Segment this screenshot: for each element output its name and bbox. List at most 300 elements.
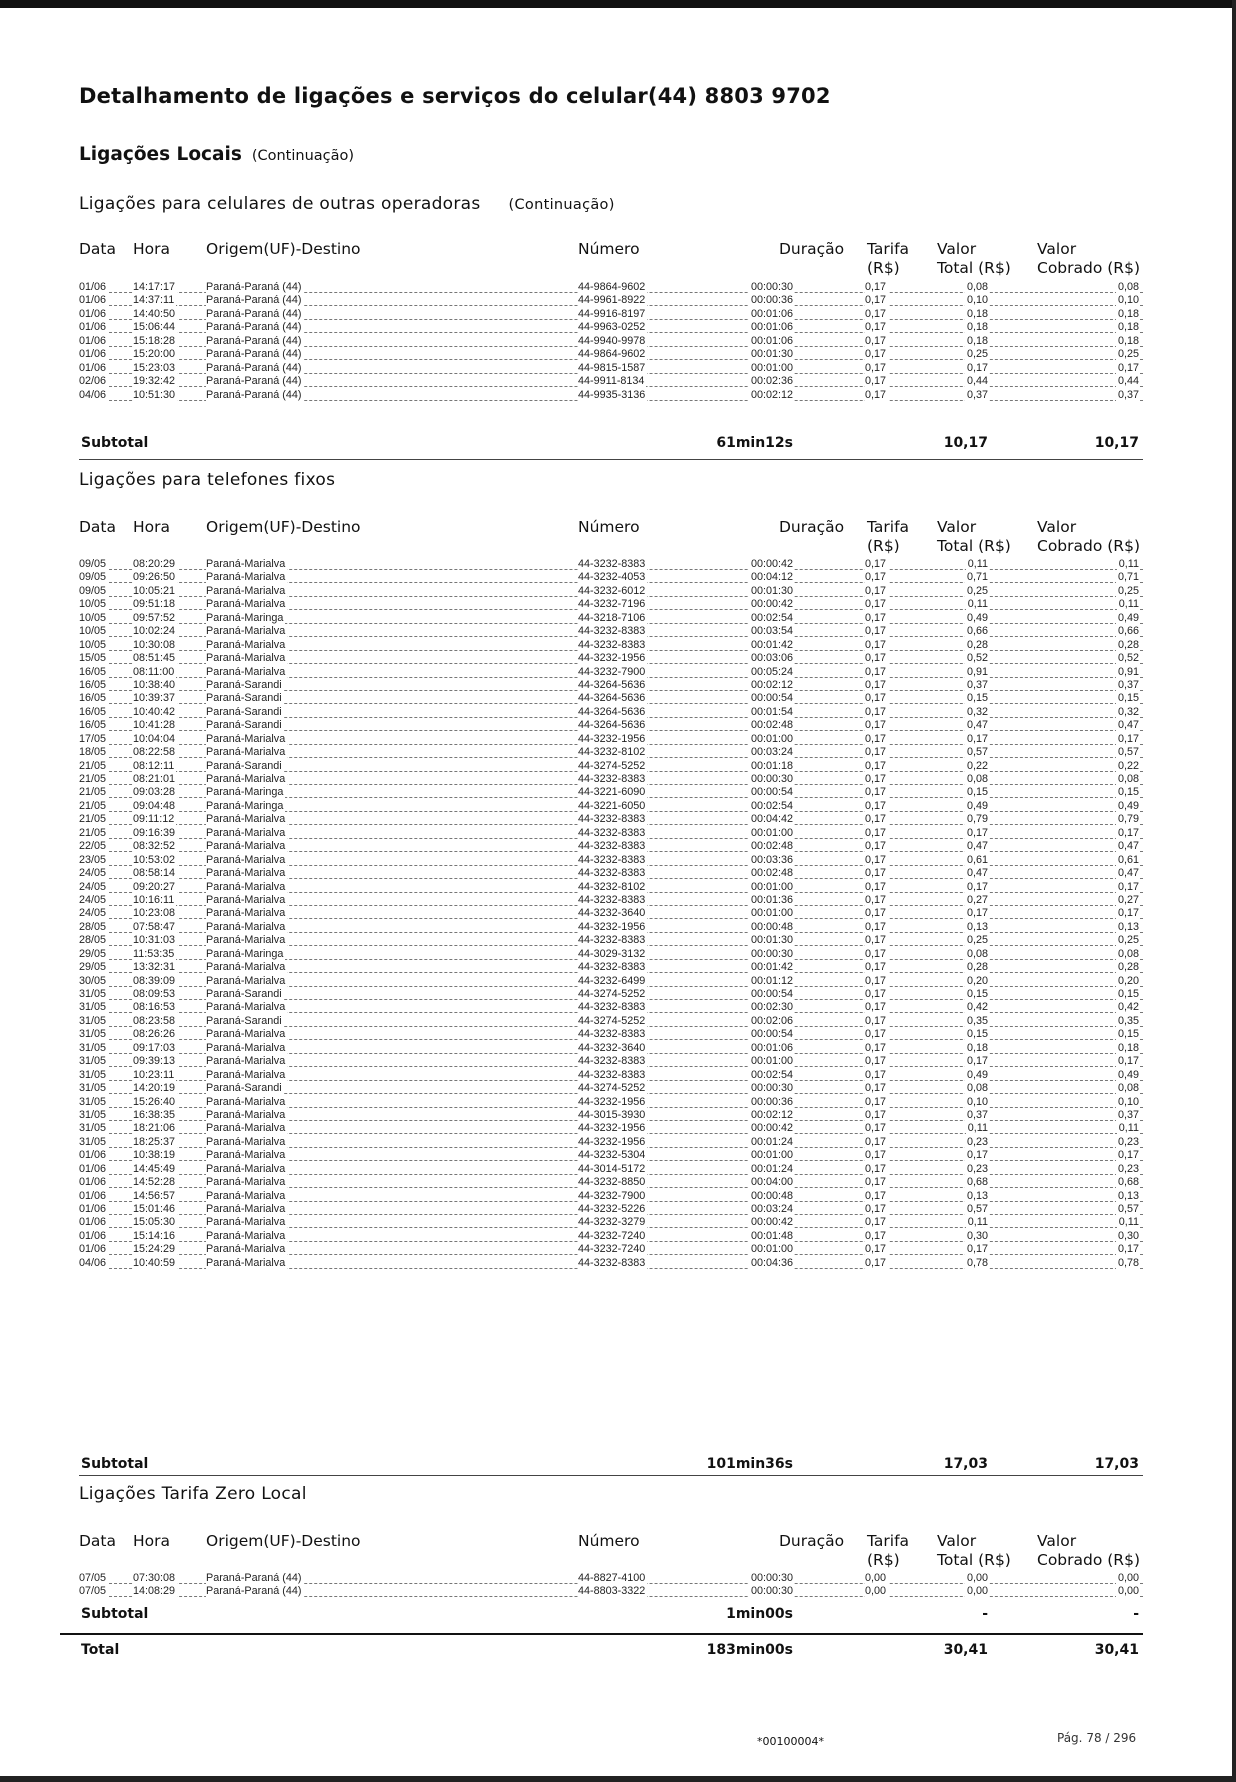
- call-duration: 00:04:00: [750, 1176, 793, 1189]
- call-tarifa: 0,17: [865, 773, 887, 785]
- call-tarifa: 0,17: [865, 974, 887, 987]
- call-valor-total: 0,37: [966, 678, 988, 691]
- call-valor-cobrado: 0,00: [1117, 1572, 1139, 1584]
- group-title-tarifa-zero: [79, 1484, 307, 1504]
- call-valor-cobrado: 0,08: [1117, 773, 1139, 785]
- call-valor-total: 0,68: [966, 1176, 988, 1189]
- table-row: [79, 308, 1143, 321]
- call-origin: Paraná-Paraná (44): [206, 307, 302, 320]
- call-origin: Paraná-Sarandi: [206, 705, 282, 718]
- call-valor-cobrado: 0,08: [1117, 947, 1139, 960]
- call-valor-cobrado: 0,13: [1117, 1189, 1139, 1202]
- table-row: [79, 840, 1143, 853]
- call-date: 30/05: [79, 974, 107, 987]
- subtotal-valor-total: 10,17: [943, 435, 988, 451]
- call-time: 09:04:48: [133, 799, 176, 812]
- call-date: 17/05: [79, 732, 107, 745]
- call-tarifa: 0,17: [865, 611, 887, 624]
- scan-border-right: [1232, 0, 1236, 1782]
- call-number: 44-9961-8922: [578, 294, 646, 307]
- call-valor-cobrado: 0,17: [1117, 880, 1139, 893]
- call-origin: Paraná-Marialva: [206, 1149, 286, 1162]
- call-time: 10:16:11: [133, 893, 175, 906]
- call-duration: 00:00:30: [750, 947, 793, 960]
- call-tarifa: 0,17: [865, 1176, 887, 1189]
- call-table: [79, 281, 1143, 402]
- call-number: 44-3264-5636: [578, 678, 646, 691]
- header-valor-cobrado: Valor: [1037, 1532, 1077, 1550]
- call-tarifa: 0,17: [865, 893, 887, 906]
- call-date: 24/05: [79, 907, 107, 920]
- call-number: 44-9963-0252: [578, 321, 646, 334]
- call-tarifa: 0,17: [865, 880, 887, 893]
- call-valor-cobrado: 0,15: [1117, 988, 1139, 1000]
- call-valor-cobrado: 0,15: [1117, 786, 1139, 799]
- page-number: [1057, 1731, 1136, 1745]
- group-title-fixos: [79, 470, 335, 490]
- call-origin: Paraná-Paraná (44): [206, 375, 302, 388]
- call-date: 21/05: [79, 773, 107, 785]
- call-origin: Paraná-Maringa: [206, 611, 284, 624]
- call-origin: Paraná-Marialva: [206, 1243, 286, 1256]
- call-valor-cobrado: 0,61: [1117, 853, 1139, 866]
- call-valor-total: 0,25: [966, 934, 988, 947]
- table-row: [79, 988, 1143, 1001]
- call-valor-total: 0,11: [967, 598, 988, 611]
- call-date: 18/05: [79, 746, 107, 759]
- call-valor-total: 0,44: [966, 375, 988, 388]
- call-number: 44-3232-6499: [578, 974, 646, 987]
- call-valor-cobrado: 0,11: [1118, 598, 1139, 611]
- call-number: 44-3232-8383: [578, 638, 646, 651]
- call-tarifa: 0,17: [865, 947, 887, 960]
- call-date: 21/05: [79, 799, 107, 812]
- call-duration: 00:00:54: [750, 1028, 793, 1041]
- call-duration: 00:00:30: [750, 1082, 793, 1095]
- call-origin: Paraná-Marialva: [206, 920, 286, 933]
- call-date: 01/06: [79, 1243, 107, 1256]
- call-time: 15:24:29: [133, 1243, 176, 1256]
- call-time: 15:26:40: [133, 1095, 176, 1108]
- call-time: 08:21:01: [133, 773, 176, 785]
- call-time: 08:09:53: [133, 988, 176, 1000]
- call-date: 21/05: [79, 786, 107, 799]
- call-valor-cobrado: 0,15: [1117, 1028, 1139, 1041]
- call-number: 44-9916-8197: [578, 307, 646, 320]
- call-tarifa: 0,17: [865, 1095, 887, 1108]
- header-valor-total: Valor: [937, 518, 977, 536]
- header-valor-total: Valor: [937, 240, 977, 258]
- call-tarifa: 0,17: [865, 1216, 887, 1229]
- call-date: 31/05: [79, 1095, 107, 1108]
- call-duration: 00:01:00: [750, 907, 793, 920]
- call-tarifa: 0,17: [865, 388, 887, 401]
- call-number: 44-3232-8383: [578, 826, 646, 839]
- call-time: 14:52:28: [133, 1176, 176, 1189]
- call-tarifa: 0,17: [865, 1055, 887, 1068]
- call-table: [79, 1572, 1143, 1599]
- call-duration: 00:01:42: [750, 638, 793, 651]
- table-row: [79, 1136, 1143, 1149]
- call-number: 44-3274-5252: [578, 988, 646, 1000]
- header-numero: Número: [578, 240, 640, 258]
- subtotal-row: [79, 1606, 1143, 1626]
- call-origin: Paraná-Paraná (44): [206, 388, 302, 401]
- table-row: [79, 894, 1143, 907]
- call-tarifa: 0,17: [865, 1149, 887, 1162]
- call-number: 44-3232-8383: [578, 1001, 646, 1014]
- call-time: 14:37:11: [133, 294, 175, 307]
- call-tarifa: 0,17: [865, 1243, 887, 1256]
- call-valor-cobrado: 0,28: [1117, 961, 1139, 974]
- call-duration: 00:01:00: [750, 826, 793, 839]
- call-valor-total: 0,13: [966, 920, 988, 933]
- call-date: 31/05: [79, 1135, 107, 1148]
- call-tarifa: 0,17: [865, 1108, 887, 1121]
- call-duration: 00:00:54: [750, 988, 793, 1000]
- header-hora: Hora: [133, 1532, 171, 1550]
- call-date: 01/06: [79, 1189, 107, 1202]
- call-tarifa: 0,17: [865, 1122, 887, 1135]
- table-row: [79, 362, 1143, 375]
- call-duration: 00:00:42: [750, 1216, 793, 1229]
- call-date: 16/05: [79, 665, 107, 678]
- call-date: 01/06: [79, 1149, 107, 1162]
- call-time: 09:51:18: [133, 598, 176, 611]
- call-origin: Paraná-Marialva: [206, 1229, 286, 1242]
- call-valor-cobrado: 0,11: [1118, 1216, 1139, 1229]
- call-date: 04/06: [79, 1256, 107, 1269]
- call-time: 10:40:42: [133, 705, 176, 718]
- call-time: 10:38:40: [133, 678, 176, 691]
- call-date: 31/05: [79, 988, 107, 1000]
- call-valor-total: 0,32: [966, 705, 988, 718]
- call-tarifa: 0,17: [865, 571, 887, 584]
- table-row: [79, 1122, 1143, 1135]
- table-row: [79, 1572, 1143, 1585]
- table-row: [79, 1042, 1143, 1055]
- call-tarifa: 0,17: [865, 598, 887, 611]
- call-date: 31/05: [79, 1041, 107, 1054]
- call-number: 44-9864-9602: [578, 281, 646, 293]
- call-duration: 00:01:00: [750, 1055, 793, 1068]
- call-origin: Paraná-Paraná (44): [206, 294, 302, 307]
- call-origin: Paraná-Marialva: [206, 773, 286, 785]
- section-label: Ligações Locais: [79, 144, 242, 165]
- call-valor-cobrado: 0,78: [1117, 1256, 1139, 1269]
- call-date: 09/05: [79, 571, 107, 584]
- column-header: [79, 518, 1143, 558]
- call-duration: 00:03:06: [750, 652, 793, 665]
- call-time: 15:05:30: [133, 1216, 176, 1229]
- call-number: 44-3232-8383: [578, 934, 646, 947]
- call-number: 44-3232-7240: [578, 1229, 646, 1242]
- call-time: 10:02:24: [133, 625, 176, 638]
- call-number: 44-3264-5636: [578, 692, 646, 705]
- call-number: 44-3232-1956: [578, 652, 646, 665]
- subtotal-valor-total: 17,03: [943, 1456, 988, 1472]
- subtotal-duration: 61min12s: [716, 435, 793, 451]
- call-tarifa: 0,17: [865, 826, 887, 839]
- call-tarifa: 0,17: [865, 348, 887, 361]
- call-duration: 00:03:36: [750, 853, 793, 866]
- call-number: 44-9815-1587: [578, 361, 646, 374]
- call-valor-cobrado: 0,91: [1117, 665, 1139, 678]
- call-origin: Paraná-Marialva: [206, 867, 286, 880]
- call-time: 10:23:08: [133, 907, 176, 920]
- call-number: 44-3232-1956: [578, 1122, 646, 1135]
- call-valor-total: 0,71: [966, 571, 988, 584]
- call-valor-cobrado: 0,18: [1117, 307, 1139, 320]
- group-title-text: Ligações para celulares de outras operadoras: [79, 194, 481, 214]
- call-origin: Paraná-Marialva: [206, 1108, 286, 1121]
- call-date: 31/05: [79, 1028, 107, 1041]
- call-time: 08:51:45: [133, 652, 176, 665]
- call-date: 09/05: [79, 584, 107, 597]
- call-tarifa: 0,17: [865, 375, 887, 388]
- call-origin: Paraná-Marialva: [206, 1162, 286, 1175]
- call-tarifa: 0,17: [865, 1256, 887, 1269]
- call-number: 44-9935-3136: [578, 388, 646, 401]
- call-tarifa: 0,17: [865, 1135, 887, 1148]
- table-row: [79, 854, 1143, 867]
- call-time: 09:26:50: [133, 571, 176, 584]
- call-number: 44-3232-8383: [578, 625, 646, 638]
- table-row: [79, 733, 1143, 746]
- call-number: 44-3232-8383: [578, 558, 646, 570]
- header-tarifa-unit: (R$): [867, 259, 900, 277]
- call-tarifa: 0,17: [865, 334, 887, 347]
- call-time: 10:53:02: [133, 853, 176, 866]
- call-tarifa: 0,17: [865, 799, 887, 812]
- table-row: [79, 1585, 1143, 1598]
- page-label: Pág.: [1057, 1731, 1083, 1745]
- call-time: 19:32:42: [133, 375, 176, 388]
- call-time: 10:41:28: [133, 719, 176, 732]
- call-valor-total: 0,10: [966, 294, 988, 307]
- table-row: [79, 746, 1143, 759]
- call-time: 08:16:53: [133, 1001, 176, 1014]
- call-origin: Paraná-Marialva: [206, 974, 286, 987]
- call-date: 24/05: [79, 880, 107, 893]
- call-tarifa: 0,17: [865, 1041, 887, 1054]
- call-valor-cobrado: 0,17: [1117, 1243, 1139, 1256]
- call-date: 07/05: [79, 1585, 107, 1598]
- call-number: 44-3232-8383: [578, 867, 646, 880]
- call-time: 09:16:39: [133, 826, 176, 839]
- call-origin: Paraná-Marialva: [206, 1216, 286, 1229]
- call-valor-cobrado: 0,28: [1117, 638, 1139, 651]
- call-valor-total: 0,08: [966, 281, 988, 293]
- table-row: [79, 1176, 1143, 1189]
- call-valor-total: 0,57: [966, 1203, 988, 1215]
- call-date: 21/05: [79, 813, 107, 826]
- call-valor-cobrado: 0,44: [1117, 375, 1139, 388]
- call-duration: 00:02:48: [750, 867, 793, 880]
- call-valor-total: 0,79: [966, 813, 988, 826]
- call-number: 44-3232-8850: [578, 1176, 646, 1189]
- table-row: [79, 1163, 1143, 1176]
- call-tarifa: 0,00: [865, 1585, 887, 1598]
- call-valor-total: 0,47: [966, 840, 988, 853]
- call-time: 14:08:29: [133, 1585, 176, 1598]
- call-valor-total: 0,08: [966, 773, 988, 785]
- call-valor-cobrado: 0,37: [1117, 388, 1139, 401]
- call-duration: 00:03:24: [750, 1203, 793, 1215]
- call-valor-total: 0,23: [966, 1162, 988, 1175]
- call-duration: 00:01:00: [750, 1149, 793, 1162]
- call-tarifa: 0,17: [865, 1014, 887, 1027]
- group-title-text: Ligações para telefones fixos: [79, 470, 336, 490]
- call-number: 44-3232-3640: [578, 1041, 646, 1054]
- call-valor-cobrado: 0,22: [1117, 759, 1139, 772]
- call-valor-cobrado: 0,23: [1117, 1135, 1139, 1148]
- call-duration: 00:03:54: [750, 625, 793, 638]
- call-origin: Paraná-Paraná (44): [206, 1572, 302, 1584]
- call-duration: 00:00:54: [750, 692, 793, 705]
- call-number: 44-3232-8383: [578, 1055, 646, 1068]
- call-date: 01/06: [79, 1176, 107, 1189]
- call-time: 10:40:59: [133, 1256, 176, 1269]
- call-duration: 00:00:30: [750, 1585, 793, 1598]
- call-valor-cobrado: 0,20: [1117, 974, 1139, 987]
- call-number: 44-3221-6090: [578, 786, 646, 799]
- call-number: 44-3232-8102: [578, 746, 646, 759]
- call-valor-cobrado: 0,10: [1117, 294, 1139, 307]
- header-hora: Hora: [133, 240, 171, 258]
- table-row: [79, 921, 1143, 934]
- subtotal-valor-cobrado: 10,17: [1094, 435, 1139, 451]
- call-valor-cobrado: 0,42: [1117, 1001, 1139, 1014]
- call-valor-total: 0,78: [966, 1256, 988, 1269]
- call-valor-total: 0,49: [966, 611, 988, 624]
- call-duration: 00:02:48: [750, 719, 793, 732]
- subtotal-row: [79, 1456, 1143, 1476]
- header-tarifa: Tarifa: [867, 240, 910, 258]
- call-duration: 00:00:42: [750, 598, 793, 611]
- call-time: 14:20:19: [133, 1082, 176, 1095]
- call-valor-total: 0,91: [966, 665, 988, 678]
- section-heading: [79, 144, 354, 165]
- call-time: 18:25:37: [133, 1135, 176, 1148]
- call-valor-total: 0,37: [966, 388, 988, 401]
- call-date: 10/05: [79, 611, 107, 624]
- call-valor-cobrado: 0,71: [1117, 571, 1139, 584]
- call-valor-total: 0,66: [966, 625, 988, 638]
- section-continuation: (Continuação): [251, 148, 355, 164]
- subtotal-label: Subtotal: [81, 435, 149, 451]
- call-origin: Paraná-Marialva: [206, 638, 286, 651]
- table-row: [79, 1230, 1143, 1243]
- table-row: [79, 827, 1143, 840]
- call-valor-cobrado: 0,32: [1117, 705, 1139, 718]
- call-origin: Paraná-Paraná (44): [206, 321, 302, 334]
- call-time: 10:23:11: [133, 1068, 175, 1081]
- call-valor-total: 0,10: [966, 1095, 988, 1108]
- call-tarifa: 0,17: [865, 665, 887, 678]
- call-valor-cobrado: 0,57: [1117, 746, 1139, 759]
- call-duration: 00:01:06: [750, 1041, 793, 1054]
- call-valor-cobrado: 0,25: [1117, 584, 1139, 597]
- call-tarifa: 0,17: [865, 678, 887, 691]
- header-valor-total-unit: Total (R$): [937, 1551, 1011, 1569]
- call-time: 15:23:03: [133, 361, 176, 374]
- header-valor-cobrado: Valor: [1037, 240, 1077, 258]
- call-date: 16/05: [79, 719, 107, 732]
- call-time: 10:39:37: [133, 692, 176, 705]
- call-tarifa: 0,17: [865, 1082, 887, 1095]
- call-duration: 00:01:24: [750, 1162, 793, 1175]
- table-row: [79, 389, 1143, 402]
- table-row: [79, 975, 1143, 988]
- total-duration: 183min00s: [706, 1642, 793, 1658]
- call-valor-total: 0,18: [966, 321, 988, 334]
- call-time: 08:11:00: [133, 665, 175, 678]
- call-tarifa: 0,17: [865, 1001, 887, 1014]
- table-row: [79, 585, 1143, 598]
- call-valor-cobrado: 0,49: [1117, 611, 1139, 624]
- call-number: 44-9940-9978: [578, 334, 646, 347]
- header-valor-cobrado-unit: Cobrado (R$): [1037, 259, 1140, 277]
- call-number: 44-3218-7106: [578, 611, 646, 624]
- call-time: 18:21:06: [133, 1122, 176, 1135]
- call-valor-total: 0,42: [966, 1001, 988, 1014]
- call-date: 29/05: [79, 947, 107, 960]
- table-row: [79, 867, 1143, 880]
- table-row: [79, 1096, 1143, 1109]
- call-date: 31/05: [79, 1014, 107, 1027]
- call-tarifa: 0,17: [865, 786, 887, 799]
- call-valor-total: 0,17: [966, 361, 988, 374]
- table-row: [79, 948, 1143, 961]
- call-origin: Paraná-Sarandi: [206, 692, 282, 705]
- call-time: 08:58:14: [133, 867, 176, 880]
- call-time: 14:17:17: [133, 281, 176, 293]
- page-title: Detalhamento de ligações e serviços do celular(44) 8803 9702: [79, 84, 831, 108]
- call-time: 08:22:58: [133, 746, 176, 759]
- call-number: 44-3029-3132: [578, 947, 646, 960]
- total-divider: [60, 1633, 1143, 1635]
- call-date: 10/05: [79, 638, 107, 651]
- call-valor-cobrado: 0,17: [1117, 361, 1139, 374]
- call-number: 44-8827-4100: [578, 1572, 646, 1584]
- call-valor-cobrado: 0,00: [1117, 1585, 1139, 1598]
- call-duration: 00:00:30: [750, 773, 793, 785]
- call-date: 10/05: [79, 598, 107, 611]
- call-valor-cobrado: 0,11: [1118, 1122, 1139, 1135]
- table-row: [79, 625, 1143, 638]
- call-origin: Paraná-Marialva: [206, 853, 286, 866]
- call-time: 09:57:52: [133, 611, 176, 624]
- call-time: 15:01:46: [133, 1203, 176, 1215]
- call-duration: 00:01:12: [750, 974, 793, 987]
- call-origin: Paraná-Marialva: [206, 893, 286, 906]
- table-row: [79, 1149, 1143, 1162]
- call-date: 22/05: [79, 840, 107, 853]
- call-duration: 00:01:00: [750, 732, 793, 745]
- call-time: 10:31:03: [133, 934, 176, 947]
- call-valor-cobrado: 0,10: [1117, 1095, 1139, 1108]
- call-valor-cobrado: 0,35: [1117, 1014, 1139, 1027]
- call-date: 01/06: [79, 361, 107, 374]
- call-valor-total: 0,35: [966, 1014, 988, 1027]
- call-origin: Paraná-Marialva: [206, 961, 286, 974]
- subtotal-valor-cobrado: 17,03: [1094, 1456, 1139, 1472]
- call-date: 01/06: [79, 1162, 107, 1175]
- call-date: 16/05: [79, 678, 107, 691]
- table-row: [79, 813, 1143, 826]
- call-date: 24/05: [79, 893, 107, 906]
